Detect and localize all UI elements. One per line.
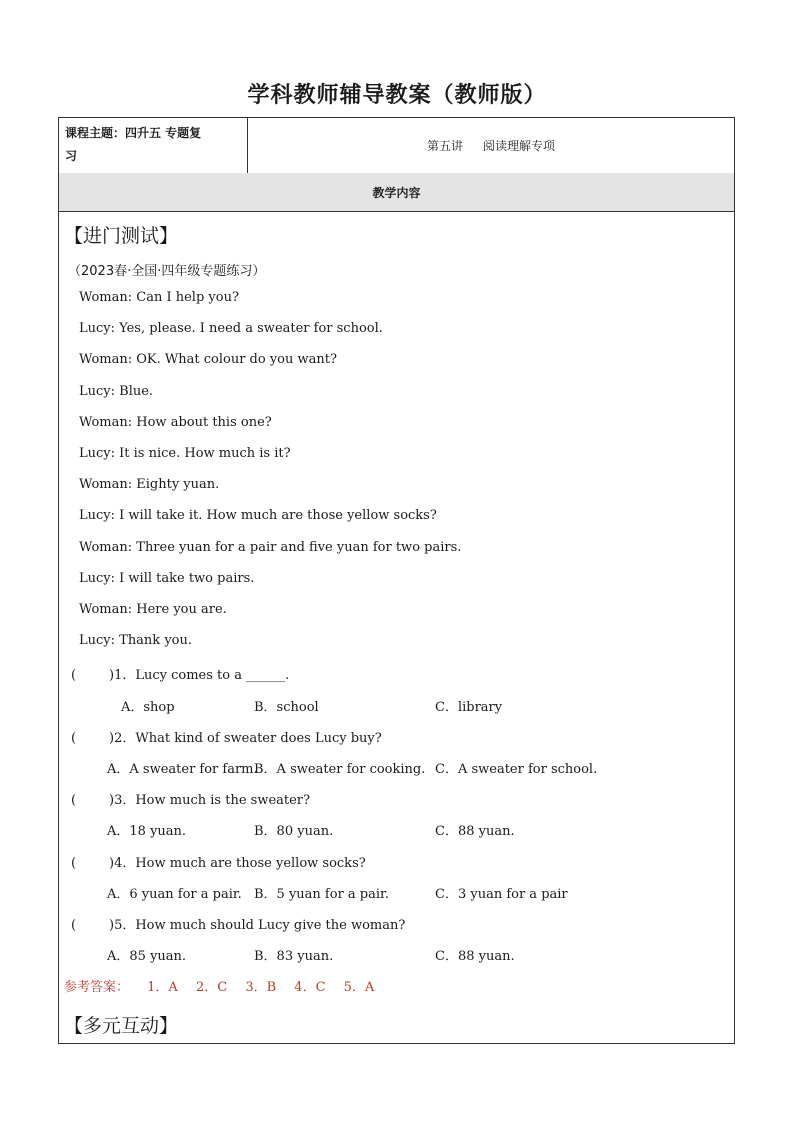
question-source: （2023春·全国·四年级专题练习） (68, 264, 266, 279)
dialogue-line: Woman: Can I help you? (79, 290, 239, 305)
dialogue-line: Woman: How about this one? (79, 415, 272, 430)
option-b: B．80 yuan. (254, 824, 334, 839)
course-topic-label-cont: 习 (65, 149, 78, 163)
teaching-content-band: 教学内容 (59, 173, 734, 212)
lecture-number: 第五讲 (426, 139, 463, 153)
dialogue-line: Woman: OK. What colour do you want? (79, 352, 337, 367)
dialogue-line: Woman: Eighty yuan. (79, 477, 220, 492)
question-5: ( )5．How much should Lucy give the woman? (71, 918, 406, 933)
option-c: C．library (435, 700, 503, 715)
answer-item: 4．C (294, 980, 326, 995)
option-c: C．3 yuan for a pair (435, 887, 568, 902)
option-b: B．83 yuan. (254, 949, 334, 964)
dialogue-line: Woman: Here you are. (79, 602, 227, 617)
header-row (59, 118, 734, 174)
dialogue-line: Lucy: I will take two pairs. (79, 571, 255, 586)
dialogue-line: Lucy: Blue. (79, 384, 154, 399)
dialogue-line: Lucy: Yes, please. I need a sweater for school. (79, 321, 383, 336)
answer-item: 3．B (245, 980, 277, 995)
option-b: B．5 yuan for a pair. (254, 887, 389, 902)
option-b: B．school (254, 700, 319, 715)
answer-blank[interactable]: ( (71, 918, 77, 933)
option-c: C．A sweater for school. (435, 762, 598, 777)
answer-blank[interactable]: ( (71, 856, 77, 871)
option-a: A．6 yuan for a pair. (107, 887, 242, 902)
answer-blank[interactable]: ( (71, 731, 77, 746)
reference-answers (64, 976, 374, 995)
question-text: 2．What kind of sweater does Lucy buy? (114, 731, 382, 746)
question-text: 1．Lucy comes to a ______. (114, 668, 290, 683)
answer-item: 2．C (195, 980, 228, 995)
section-entry-test: 【进门测试】 (64, 225, 179, 247)
option-c: C．88 yuan. (435, 824, 515, 839)
option-a: A．shop (121, 700, 175, 715)
lecture-title: 阅读理解专项 (483, 139, 556, 153)
question-text: 4．How much are those yellow socks? (114, 856, 366, 871)
question-2: ( )2．What kind of sweater does Lucy buy? (71, 731, 382, 746)
dialogue-line: Woman: Three yuan for a pair and five yuan for two pairs. (79, 540, 462, 555)
lecture-cell (248, 118, 734, 173)
dialogue-line: Lucy: I will take it. How much are those yellow socks? (79, 508, 437, 523)
option-c: C．88 yuan. (435, 949, 515, 964)
question-1: ( )1．Lucy comes to a ______. (71, 668, 290, 683)
question-text: 5．How much should Lucy give the woman? (114, 918, 406, 933)
document-title: 学科教师辅导教案（教师版） (247, 83, 547, 108)
answer-blank[interactable]: ( (71, 793, 77, 808)
question-3: ( )3．How much is the sweater? (71, 793, 310, 808)
dialogue-line: Lucy: Thank you. (79, 633, 192, 648)
option-a: A．A sweater for farm. (107, 762, 258, 777)
question-text: 3．How much is the sweater? (114, 793, 310, 808)
dialogue-line: Lucy: It is nice. How much is it? (79, 446, 291, 461)
answer-blank[interactable]: ( (71, 668, 77, 683)
course-topic-label: 课程主题：四升五 专题复 (65, 126, 202, 140)
option-a: A．85 yuan. (107, 949, 187, 964)
answers-label: 参考答案： (64, 980, 130, 995)
answer-item: 1．A (147, 980, 178, 995)
section-interaction: 【多元互动】 (64, 1015, 179, 1037)
option-a: A．18 yuan. (107, 824, 187, 839)
answer-item: 5．A (343, 980, 375, 995)
question-4: ( )4．How much are those yellow socks? (71, 856, 366, 871)
lesson-plan-table (58, 117, 735, 1044)
option-b: B．A sweater for cooking. (254, 762, 426, 777)
course-topic-cell (59, 118, 248, 173)
